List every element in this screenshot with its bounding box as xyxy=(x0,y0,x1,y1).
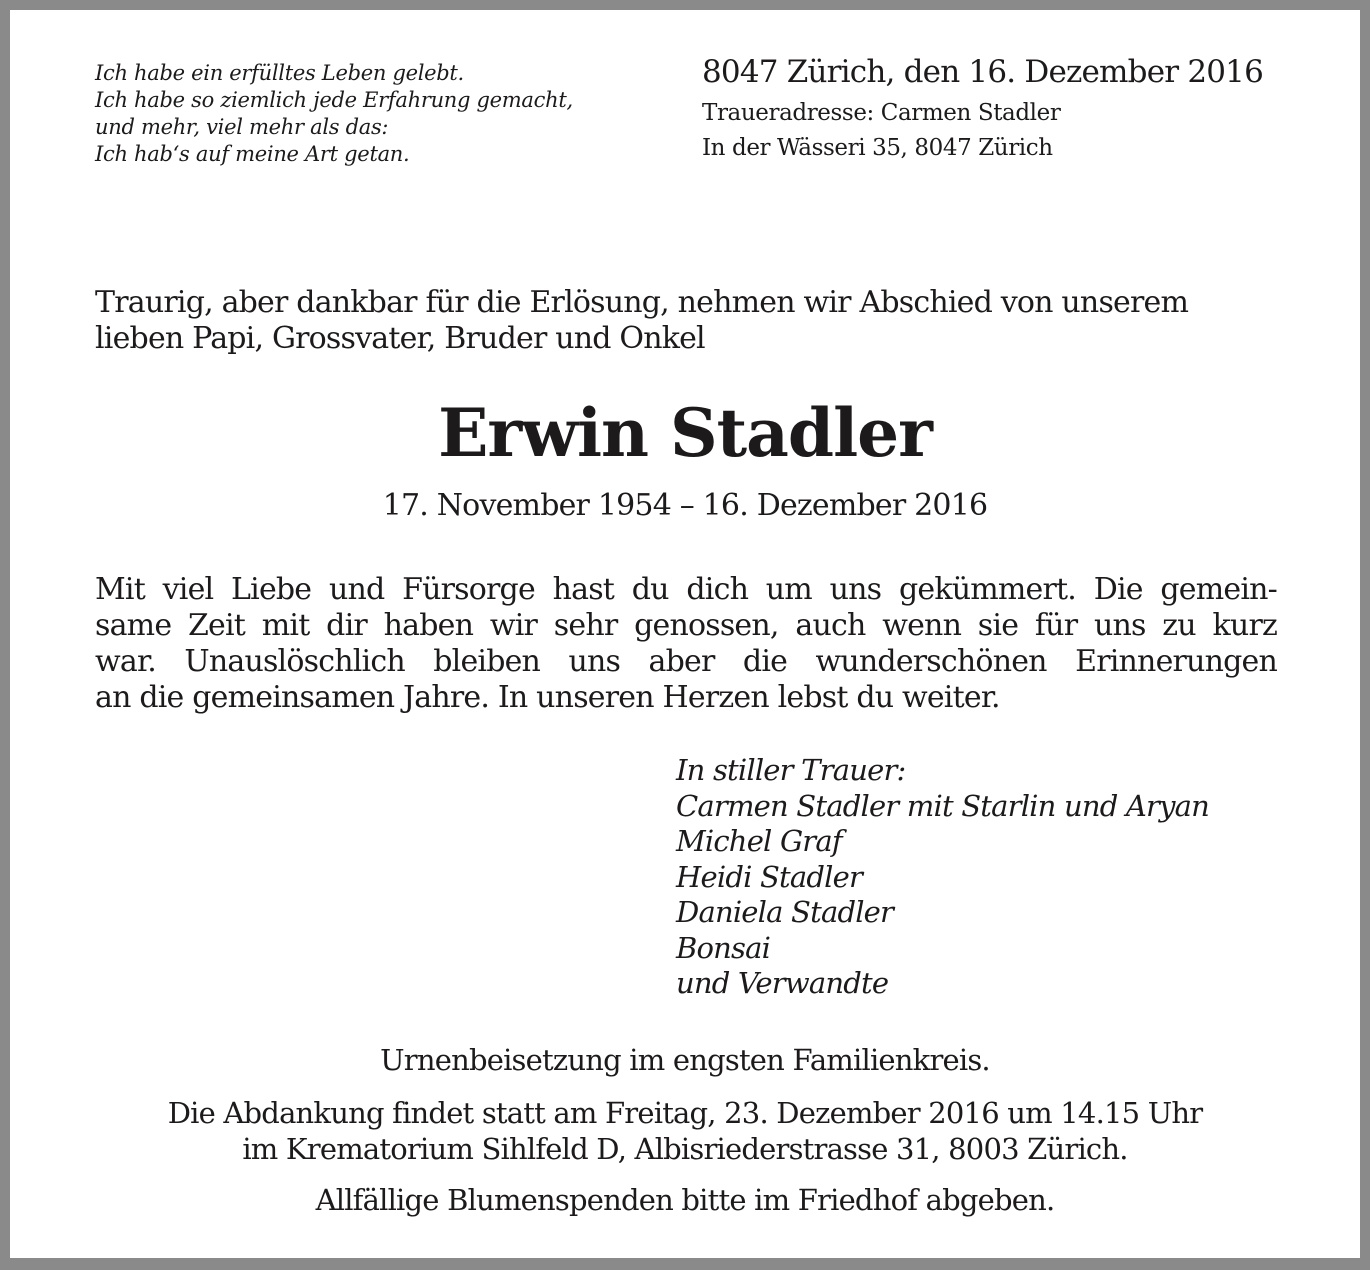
place-date: 8047 Zürich, den 16. Dezember 2016 xyxy=(702,54,1264,90)
intro-line: lieben Papi, Grossvater, Bruder und Onkel xyxy=(95,321,705,356)
lifespan-dates: 17. November 1954 – 16. Dezember 2016 xyxy=(382,488,988,523)
ceremony-line: im Krematorium Sihlfeld D, Albisriederstrasse 31, 8003 Zürich. xyxy=(242,1132,1128,1166)
flowers-note: Allfällige Blumenspenden bitte im Friedhof abgeben. xyxy=(315,1183,1055,1217)
mourner-name: Bonsai xyxy=(676,930,771,965)
tribute-line: an die gemeinsamen Jahre. In unseren Herzen lebst du weiter. xyxy=(95,680,1000,715)
burial-note: Urnenbeisetzung im engsten Familienkreis. xyxy=(380,1043,990,1077)
mourner-name: und Verwandte xyxy=(676,966,889,1000)
quote-line: Ich habe so ziemlich jede Erfahrung gemacht, xyxy=(95,88,573,112)
deceased-name: Erwin Stadler xyxy=(438,394,932,472)
tribute-line: Mit viel Liebe und Fürsorge hast du dich um uns gekümmert. Die gemein- xyxy=(95,572,1277,607)
tribute-line: war. Unauslöschlich bleiben uns aber die wunderschönen Erinnerungen xyxy=(95,644,1277,679)
quote-line: und mehr, viel mehr als das: xyxy=(95,115,389,139)
mourning-address xyxy=(702,96,1060,166)
quote-line: Ich habe ein erfülltes Leben gelebt. xyxy=(95,61,464,85)
mourner-name: Carmen Stadler mit Starlin und Aryan xyxy=(676,788,1210,823)
tribute-text xyxy=(95,572,1277,716)
mourners-list xyxy=(676,753,1209,1002)
quote-line: Ich hab‘s auf meine Art getan. xyxy=(95,142,410,166)
intro-line: Traurig, aber dankbar für die Erlösung, nehmen wir Abschied von unserem xyxy=(95,285,1189,320)
ceremony-line: Die Abdankung findet statt am Freitag, 23. Dezember 2016 um 14.15 Uhr xyxy=(167,1096,1203,1130)
intro-text xyxy=(95,285,1285,357)
quote xyxy=(95,60,573,168)
mourner-name: Daniela Stadler xyxy=(676,895,894,929)
address-line: In der Wässeri 35, 8047 Zürich xyxy=(702,135,1053,161)
mourners-heading: In stiller Trauer: xyxy=(676,753,906,787)
mourner-name: Michel Graf xyxy=(676,824,842,858)
tribute-line: same Zeit mit dir haben wir sehr genossen, auch wenn sie für uns zu kurz xyxy=(95,608,1277,643)
address-line: Traueradresse: Carmen Stadler xyxy=(702,100,1061,126)
obituary-notice xyxy=(10,10,1360,1258)
mourner-name: Heidi Stadler xyxy=(676,859,863,894)
